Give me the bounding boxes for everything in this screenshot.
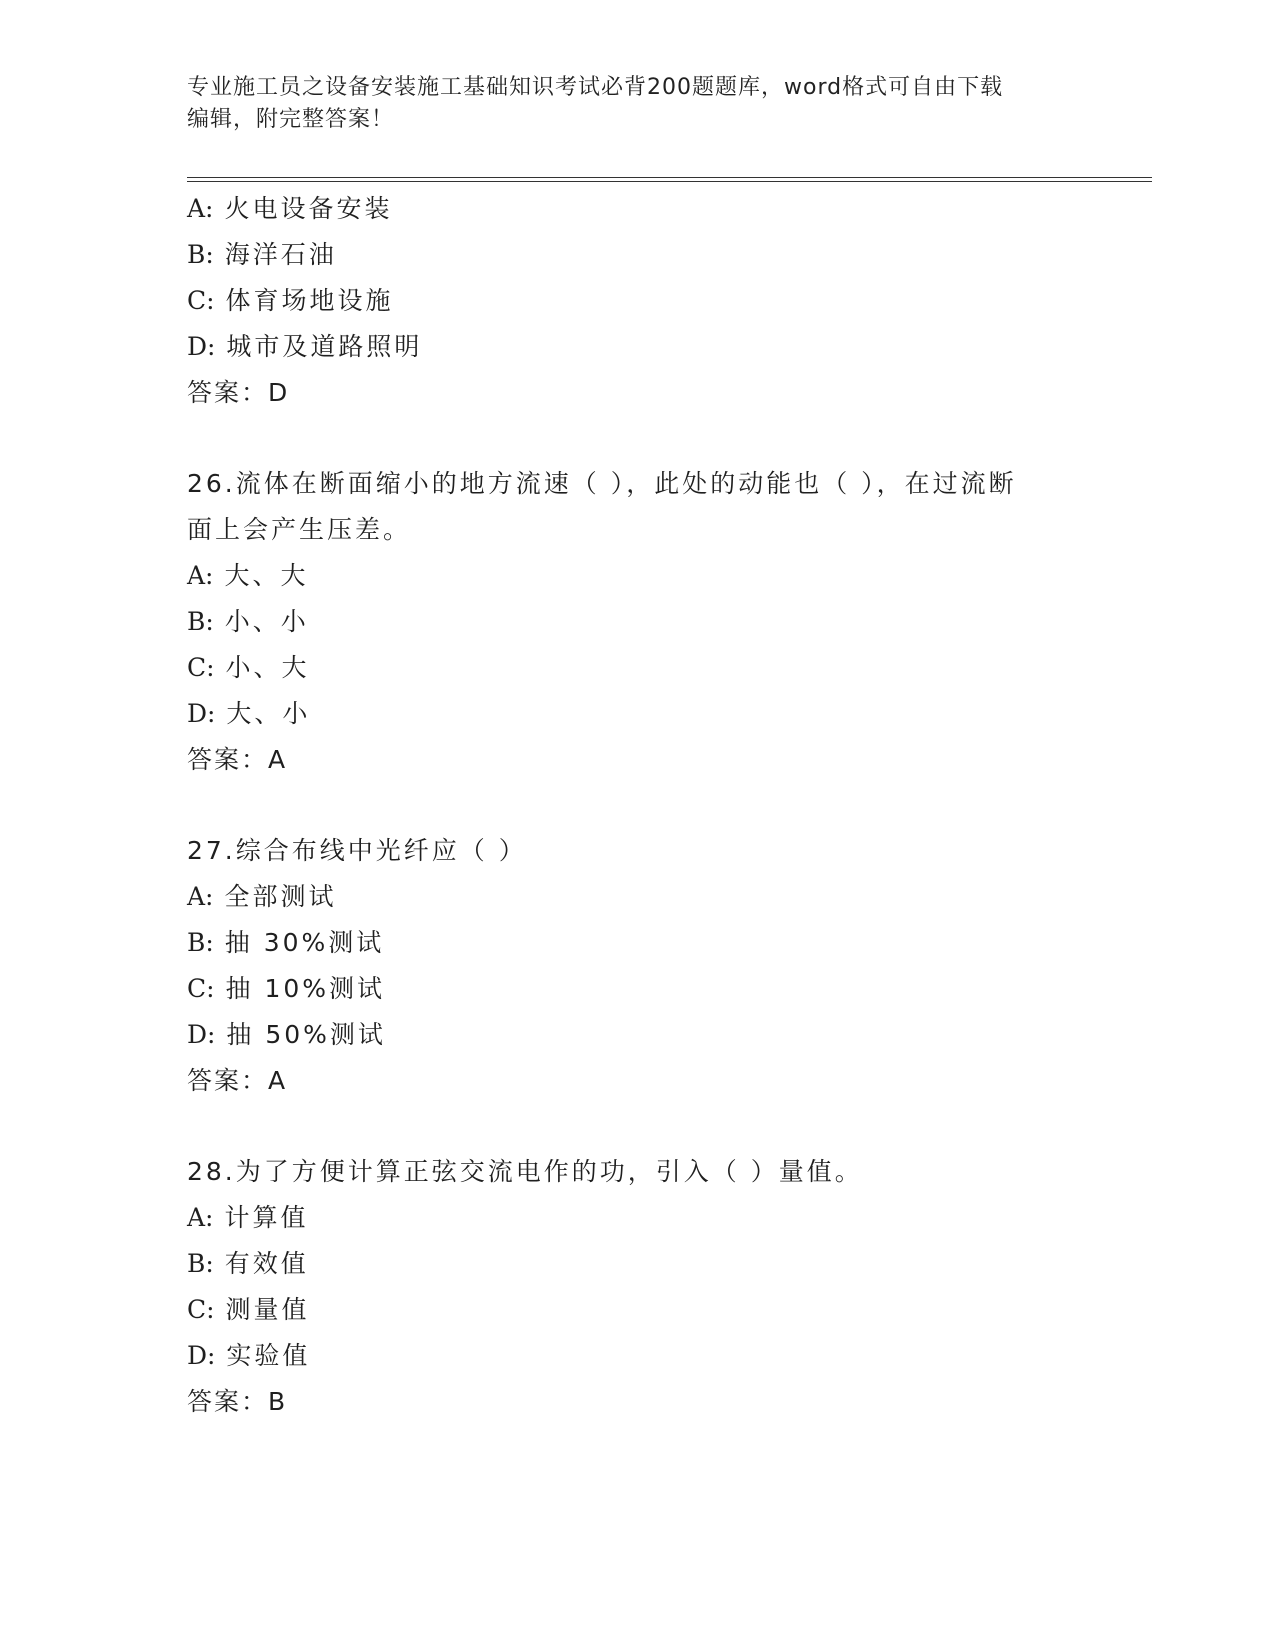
- option-c: C: 测量值: [187, 1295, 310, 1324]
- question-block-26: [187, 461, 1087, 783]
- option-b: B: 抽 30%测试: [187, 928, 385, 957]
- option-d: D: 城市及道路照明: [187, 332, 423, 361]
- header-title-line-2: 编辑，附完整答案！: [187, 107, 395, 132]
- header-title-line-1: 专业施工员之设备安装施工基础知识考试必背200题题库，word格式可自由下载: [187, 75, 1004, 100]
- question-text-line-2: 面上会产生压差。: [187, 515, 412, 544]
- question-list: [187, 186, 1087, 1425]
- option-a: A: 全部测试: [187, 882, 337, 911]
- question-text-line-1: 26.流体在断面缩小的地方流速（ ），此处的动能也（ ），在过流断: [187, 469, 1017, 498]
- question-text-line-1: 28.为了方便计算正弦交流电作的功，引入（ ）量值。: [187, 1157, 863, 1186]
- question-block-27: [187, 828, 1087, 1104]
- question-block-28: [187, 1149, 1087, 1425]
- answer-line: 答案：D: [187, 378, 290, 407]
- header-divider: [187, 177, 1152, 182]
- option-a: A: 计算值: [187, 1203, 309, 1232]
- option-d: D: 大、小: [187, 699, 311, 728]
- option-c: C: 小、大: [187, 653, 310, 682]
- answer-line: 答案：B: [187, 1387, 288, 1416]
- option-c: C: 体育场地设施: [187, 286, 394, 315]
- option-b: B: 小、小: [187, 607, 309, 636]
- option-d: D: 实验值: [187, 1341, 311, 1370]
- option-d: D: 抽 50%测试: [187, 1020, 386, 1049]
- option-a: A: 火电设备安装: [187, 194, 393, 223]
- answer-line: 答案：A: [187, 745, 288, 774]
- option-b: B: 海洋石油: [187, 240, 337, 269]
- question-block-25: [187, 186, 1087, 416]
- option-b: B: 有效值: [187, 1249, 309, 1278]
- answer-line: 答案：A: [187, 1066, 288, 1095]
- option-a: A: 大、大: [187, 561, 309, 590]
- page-header: [187, 72, 1087, 136]
- question-text-line-1: 27.综合布线中光纤应（ ）: [187, 836, 527, 865]
- option-c: C: 抽 10%测试: [187, 974, 386, 1003]
